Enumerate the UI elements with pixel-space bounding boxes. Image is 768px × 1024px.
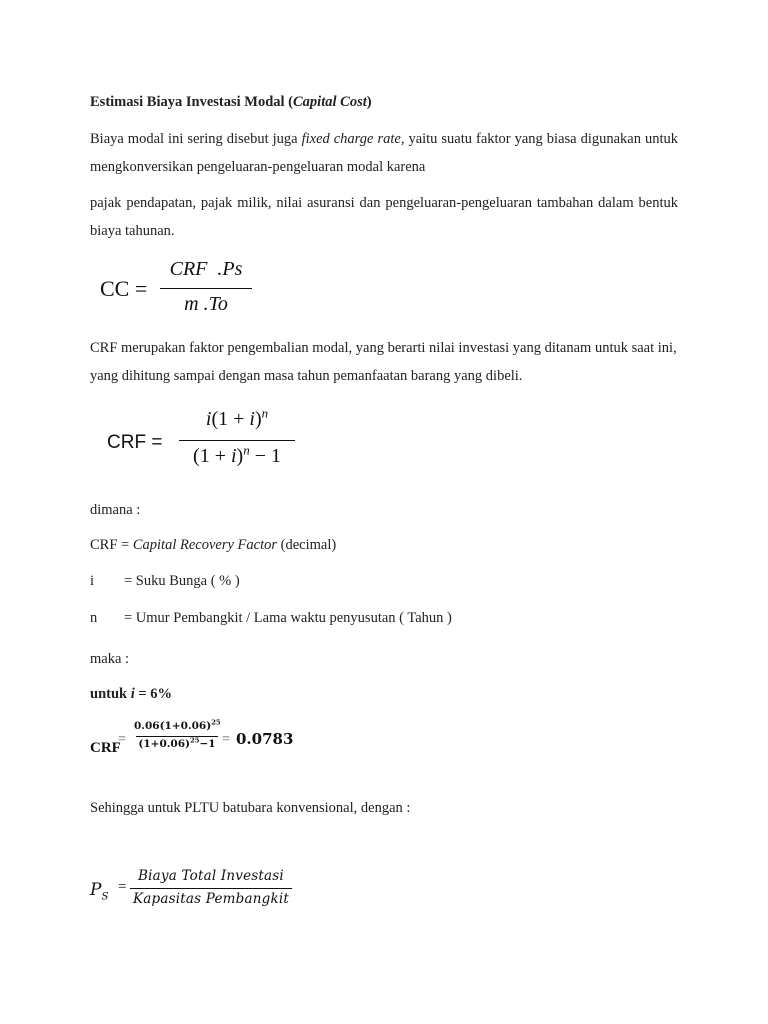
paragraph-taxes: pajak pendapatan, pajak milik, nilai asuransi dan pengeluaran-pengeluaran tambahan dalam bentuk biaya tahunan. xyxy=(90,195,678,239)
title-close: ) xyxy=(366,94,372,110)
ps-equals: = xyxy=(118,879,127,895)
equation-ps xyxy=(90,866,300,916)
paragraph-crf: CRF merupakan faktor pengembalian modal, yang berarti nilai investasi yang ditanam untuk saat ini, yang dihitung sampai dengan masa tahun pemanfaatan barang yang dibeli. xyxy=(90,340,677,384)
untuk-rate-label: untuk i = 6% xyxy=(90,686,173,702)
section-title xyxy=(90,90,678,114)
title-italic: Capital Cost xyxy=(293,94,367,110)
ps-numerator: Biaya Total Investasi xyxy=(138,868,284,884)
paragraph-fixed-charge: Biaya modal ini sering disebut juga fixed charge rate, yaitu suatu faktor yang biasa digunakan untuk mengkonversikan pengeluaran-pengeluaran modal karena xyxy=(90,131,678,175)
fixed-charge-term: fixed charge rate xyxy=(301,131,401,147)
dimana-label: dimana : xyxy=(90,502,141,518)
ps-denominator: Kapasitas Pembangkit xyxy=(133,891,289,907)
crf-fraction-bar xyxy=(179,440,295,441)
definition-crf: CRF = Capital Recovery Factor (decimal) xyxy=(90,537,337,553)
definition-i: i = Suku Bunga ( % ) xyxy=(90,573,240,589)
crf-numerator: $i(1 + i)^n$ xyxy=(205,405,269,430)
cc-fraction-bar xyxy=(160,288,252,289)
equation-crf xyxy=(107,405,307,478)
cc-numerator: CRF .Ps xyxy=(169,258,243,280)
crf-calc-equals: = xyxy=(118,732,126,747)
maka-label: maka : xyxy=(90,651,130,667)
paragraph-sehingga: Sehingga untuk PLTU batubara konvensional, dengan : xyxy=(90,800,411,816)
crf-denominator: $(1 + i)^n - 1$ xyxy=(193,442,281,467)
title-text: Estimasi Biaya Investasi Modal ( xyxy=(90,94,294,110)
cc-denominator: m .To xyxy=(184,293,228,315)
ps-lhs: $P_S$ xyxy=(90,880,109,903)
equation-crf-calculation xyxy=(90,720,310,764)
crf-lhs: CRF = xyxy=(107,432,163,453)
crf-calc-numerator: $0.06(1+0.06)^{25}$ xyxy=(134,718,221,732)
cc-lhs: CC = xyxy=(100,276,148,301)
crf-calc-denominator: $(1+0.06)^{25}-1$ xyxy=(138,736,216,750)
crf-calc-fraction-bar xyxy=(136,736,218,737)
ps-fraction-bar xyxy=(130,888,292,889)
equation-cc xyxy=(100,255,260,325)
crf-calc-equals-result: = xyxy=(222,732,230,747)
crf-calc-lhs: CRF xyxy=(90,740,121,756)
crf-calc-result: 0.0783 xyxy=(236,730,294,748)
definition-n: n = Umur Pembangkit / Lama waktu penyusutan ( Tahun ) xyxy=(90,610,452,626)
